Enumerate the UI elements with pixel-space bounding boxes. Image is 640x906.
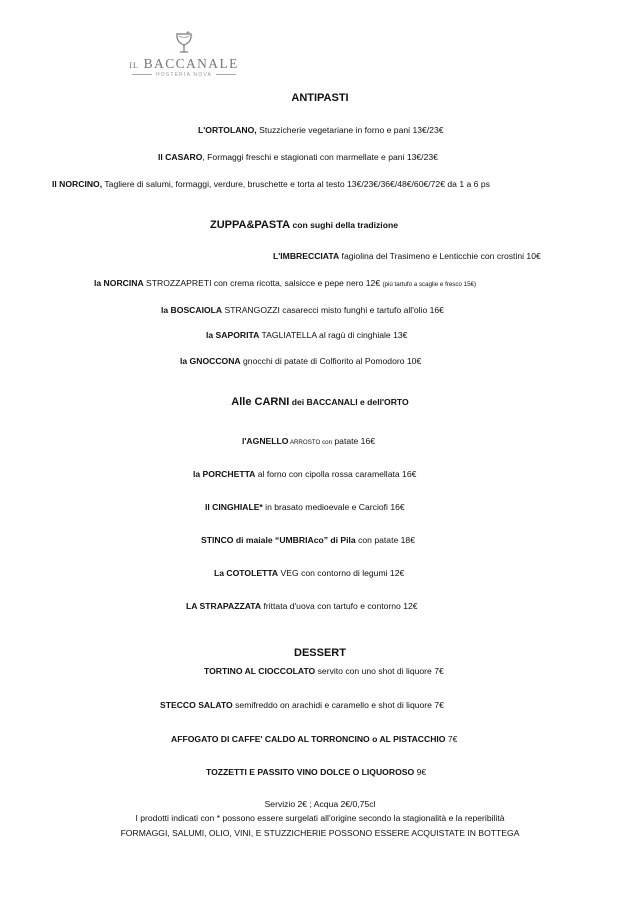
brand-prefix: IL: [129, 60, 139, 70]
section-subtitle: dei BACCANALI e dell'ORTO: [289, 397, 409, 407]
brand-title: BACCANALE: [143, 56, 239, 71]
item-name: Il NORCINO,: [52, 179, 103, 189]
item-name: STECCO SALATO: [160, 700, 233, 710]
zuppa-pasta-heading: [210, 219, 398, 231]
item-desc: gnocchi di patate di Colfiorito al Pomodoro 10€: [240, 356, 422, 366]
item-name: la SAPORITA: [206, 330, 260, 340]
frozen-products-note: I prodotti indicati con * possono essere surgelati all'origine secondo la stagionalità e la reperibilità: [135, 813, 505, 823]
menu-item-affogato: [171, 734, 457, 744]
section-subtitle: con sughi della tradizione: [290, 220, 398, 230]
item-name: l'AGNELLO: [242, 436, 289, 446]
menu-item-cotoletta: [214, 568, 404, 578]
item-note: ARROSTO con: [288, 439, 333, 446]
item-name: TORTINO AL CIOCCOLATO: [204, 666, 316, 676]
antipasti-heading: ANTIPASTI: [291, 92, 349, 104]
shop-note: FORMAGGI, SALUMI, OLIO, VINI, E STUZZICHERIE POSSONO ESSERE ACQUISTATE IN BOTTEGA: [120, 828, 520, 838]
item-desc: TAGLIATELLA al ragù di cinghiale 13€: [259, 330, 408, 340]
item-desc: STRANGOZZI casarecci misto funghi e tartufo all'olio 16€: [222, 305, 444, 315]
item-desc: in brasato medioevale e Carciofi 16€: [262, 502, 405, 512]
item-desc: 9€: [414, 767, 427, 777]
item-name: L'ORTOLANO,: [198, 125, 257, 135]
menu-item-porchetta: [193, 469, 416, 479]
item-desc: semifreddo on arachidi e caramello e shot di liquore 7€: [232, 700, 444, 710]
item-name: LA STRAPAZZATA: [186, 601, 262, 611]
menu-item-stecco-salato: [160, 700, 444, 710]
section-title: ZUPPA&PASTA: [210, 219, 291, 231]
item-desc: STROZZAPRETI con crema ricotta, salsicce e pepe nero 12€: [143, 278, 383, 288]
brand-subtitle: [125, 72, 243, 78]
menu-item-boscaiola: [161, 305, 444, 315]
menu-item-casaro: [158, 152, 438, 162]
menu-item-agnello: [242, 436, 375, 446]
brand-subtitle-text: HOSTERIA NOVA: [155, 72, 213, 78]
item-desc: fagiolina del Trasimeno e Lenticchie con crostini 10€: [339, 251, 541, 261]
item-name: AFFOGATO DI CAFFE' CALDO AL TORRONCINO o AL PISTACCHIO: [171, 734, 446, 744]
menu-item-gnoccona: [180, 356, 421, 366]
menu-item-cinghiale: [205, 502, 405, 512]
menu-item-imbrecciata: [273, 251, 541, 261]
brand-name: [125, 56, 243, 72]
menu-item-saporita: [206, 330, 407, 340]
item-desc: Stuzzicherie vegetariane in forno e pani 13€/23€: [256, 125, 444, 135]
item-name: La COTOLETTA: [214, 568, 279, 578]
section-title: Alle CARNI: [231, 396, 290, 408]
item-name: la BOSCAIOLA: [161, 305, 223, 315]
item-desc: 7€: [445, 734, 458, 744]
menu-item-stinco: [201, 535, 415, 545]
dessert-heading: DESSERT: [294, 647, 346, 659]
item-name: Il CINGHIALE*: [205, 502, 263, 512]
item-name: Il CASARO: [158, 152, 203, 162]
item-note: (più tartufo a scaglie e fresco 15€): [382, 281, 477, 288]
item-name: TOZZETTI E PASSITO VINO DOLCE O LIQUOROSO: [206, 767, 415, 777]
item-desc: VEG con contorno di legumi 12€: [278, 568, 405, 578]
item-desc: Tagliere di salumi, formaggi, verdure, bruschette e torta al testo 13€/23€/36€/48€/60€/72€ da 1 a 6 ps: [102, 179, 490, 189]
menu-item-ortolano: [198, 125, 444, 135]
item-desc: servito con uno shot di liquore 7€: [315, 666, 444, 676]
restaurant-logo: [125, 30, 243, 82]
wine-glass-icon: [171, 30, 197, 56]
item-desc: frittata d'uova con tartufo e contorno 12€: [261, 601, 418, 611]
menu-item-norcina: [94, 278, 476, 288]
menu-item-norcino: [52, 179, 490, 189]
menu-item-tortino: [204, 666, 444, 676]
item-name: L'IMBRECCIATA: [273, 251, 340, 261]
item-name: STINCO di maiale “UMBRIAco” di Pila: [201, 535, 356, 545]
item-name: la NORCINA: [94, 278, 144, 288]
service-note: Servizio 2€ ; Acqua 2€/0,75cl: [264, 799, 376, 809]
item-name: la GNOCCONA: [180, 356, 241, 366]
item-desc: con patate 18€: [355, 535, 415, 545]
menu-item-tozzetti: [206, 767, 426, 777]
item-desc: , Formaggi freschi e stagionati con marmellate e pani 13€/23€: [202, 152, 438, 162]
item-desc: patate 16€: [332, 436, 376, 446]
menu-item-strapazzata: [186, 601, 418, 611]
item-desc: al forno con cipolla rossa caramellata 16€: [255, 469, 417, 479]
item-name: la PORCHETTA: [193, 469, 256, 479]
carni-heading: [0, 396, 640, 408]
